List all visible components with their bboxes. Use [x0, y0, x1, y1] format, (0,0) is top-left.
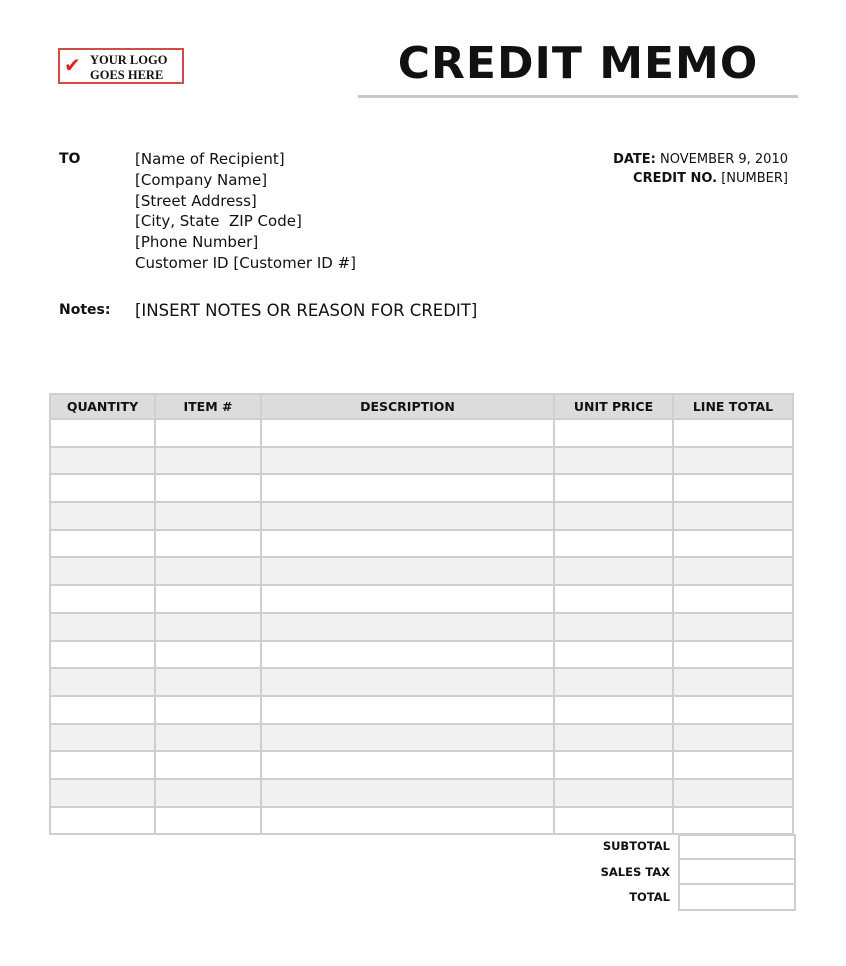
notes-label: Notes: — [59, 302, 111, 318]
company-name[interactable]: [Company Name] — [135, 170, 268, 189]
unit-price-cell[interactable] — [554, 779, 673, 807]
description-cell[interactable] — [261, 613, 554, 641]
table-row — [50, 668, 793, 696]
credit-no-value[interactable]: [NUMBER] — [721, 171, 788, 186]
quantity-cell[interactable] — [50, 751, 155, 779]
line-total-cell[interactable] — [673, 585, 793, 613]
item-cell[interactable] — [155, 668, 261, 696]
table-row — [50, 641, 793, 669]
subtotal-field[interactable] — [678, 834, 796, 860]
description-cell[interactable] — [261, 779, 554, 807]
item-cell[interactable] — [155, 474, 261, 502]
date-label: DATE: — [613, 152, 656, 167]
quantity-cell[interactable] — [50, 668, 155, 696]
line-total-cell[interactable] — [673, 779, 793, 807]
header-unit-price: UNIT PRICE — [554, 394, 673, 419]
line-total-cell[interactable] — [673, 502, 793, 530]
item-cell[interactable] — [155, 696, 261, 724]
line-total-cell[interactable] — [673, 613, 793, 641]
table-row — [50, 779, 793, 807]
logo-placeholder — [58, 48, 184, 84]
table-row — [50, 530, 793, 558]
table-row — [50, 696, 793, 724]
table-row — [50, 447, 793, 475]
item-cell[interactable] — [155, 530, 261, 558]
description-cell[interactable] — [261, 724, 554, 752]
unit-price-cell[interactable] — [554, 696, 673, 724]
table-row — [50, 724, 793, 752]
sales-tax-label: SALES TAX — [600, 864, 670, 879]
description-cell[interactable] — [261, 530, 554, 558]
item-cell[interactable] — [155, 419, 261, 447]
logo-line-2: GOES HERE — [90, 68, 164, 82]
subtotal-label: SUBTOTAL — [602, 839, 670, 853]
recipient-address — [135, 149, 356, 274]
credit-no-label: CREDIT NO. — [633, 171, 718, 186]
table-row — [50, 502, 793, 530]
line-total-cell[interactable] — [673, 419, 793, 447]
quantity-cell[interactable] — [50, 530, 155, 558]
description-cell[interactable] — [261, 585, 554, 613]
quantity-cell[interactable] — [50, 557, 155, 585]
quantity-cell[interactable] — [50, 696, 155, 724]
item-cell[interactable] — [155, 557, 261, 585]
unit-price-cell[interactable] — [554, 474, 673, 502]
unit-price-cell[interactable] — [554, 419, 673, 447]
description-cell[interactable] — [261, 419, 554, 447]
description-cell[interactable] — [261, 502, 554, 530]
unit-price-cell[interactable] — [554, 613, 673, 641]
page-title: CREDIT MEMO — [397, 38, 759, 89]
description-cell[interactable] — [261, 474, 554, 502]
item-cell[interactable] — [155, 585, 261, 613]
description-cell[interactable] — [261, 751, 554, 779]
item-cell[interactable] — [155, 447, 261, 475]
quantity-cell[interactable] — [50, 502, 155, 530]
quantity-cell[interactable] — [50, 641, 155, 669]
unit-price-cell[interactable] — [554, 751, 673, 779]
items-table — [49, 393, 794, 835]
unit-price-cell[interactable] — [554, 724, 673, 752]
quantity-cell[interactable] — [50, 724, 155, 752]
table-row — [50, 557, 793, 585]
description-cell[interactable] — [261, 696, 554, 724]
table-row — [50, 613, 793, 641]
description-cell[interactable] — [261, 807, 554, 835]
line-total-cell[interactable] — [673, 696, 793, 724]
line-total-cell[interactable] — [673, 641, 793, 669]
description-cell[interactable] — [261, 668, 554, 696]
item-cell[interactable] — [155, 807, 261, 835]
unit-price-cell[interactable] — [554, 530, 673, 558]
header-line-total: LINE TOTAL — [673, 394, 793, 419]
header-quantity: QUANTITY — [50, 394, 155, 419]
item-cell[interactable] — [155, 502, 261, 530]
street-address[interactable]: [Street Address] — [135, 191, 257, 210]
line-total-cell[interactable] — [673, 447, 793, 475]
total-label: TOTAL — [629, 890, 670, 904]
unit-price-cell[interactable] — [554, 447, 673, 475]
memo-meta — [613, 150, 788, 188]
line-total-cell[interactable] — [673, 530, 793, 558]
customer-id[interactable]: Customer ID [Customer ID #] — [135, 253, 357, 272]
quantity-cell[interactable] — [50, 419, 155, 447]
totals-section — [560, 834, 796, 911]
checkmark-icon: ✔ — [64, 53, 81, 77]
line-total-cell[interactable] — [673, 557, 793, 585]
item-cell[interactable] — [155, 779, 261, 807]
unit-price-cell[interactable] — [554, 668, 673, 696]
unit-price-cell[interactable] — [554, 807, 673, 835]
item-cell[interactable] — [155, 641, 261, 669]
quantity-cell[interactable] — [50, 779, 155, 807]
table-row — [50, 419, 793, 447]
table-row — [50, 807, 793, 835]
description-cell[interactable] — [261, 557, 554, 585]
quantity-cell[interactable] — [50, 807, 155, 835]
item-cell[interactable] — [155, 613, 261, 641]
to-label: TO — [59, 151, 81, 167]
unit-price-cell[interactable] — [554, 641, 673, 669]
table-row — [50, 585, 793, 613]
description-cell[interactable] — [261, 641, 554, 669]
item-cell[interactable] — [155, 724, 261, 752]
quantity-cell[interactable] — [50, 447, 155, 475]
line-total-cell[interactable] — [673, 807, 793, 835]
unit-price-cell[interactable] — [554, 502, 673, 530]
description-cell[interactable] — [261, 447, 554, 475]
unit-price-cell[interactable] — [554, 585, 673, 613]
quantity-cell[interactable] — [50, 613, 155, 641]
recipient-name[interactable]: [Name of Recipient] — [135, 150, 285, 168]
notes-value[interactable]: [INSERT NOTES OR REASON FOR CREDIT] — [135, 301, 478, 320]
city-state-zip[interactable]: [City, State ZIP Code] — [135, 212, 302, 231]
table-row — [50, 474, 793, 502]
line-total-cell[interactable] — [673, 724, 793, 752]
date-value[interactable]: NOVEMBER 9, 2010 — [660, 152, 788, 167]
line-total-cell[interactable] — [673, 668, 793, 696]
item-cell[interactable] — [155, 751, 261, 779]
sales-tax-field[interactable] — [678, 860, 796, 886]
line-total-cell[interactable] — [673, 474, 793, 502]
unit-price-cell[interactable] — [554, 557, 673, 585]
logo-line-1: YOUR LOGO — [90, 53, 168, 67]
total-field[interactable] — [678, 885, 796, 911]
header-item: ITEM # — [155, 394, 261, 419]
quantity-cell[interactable] — [50, 474, 155, 502]
line-total-cell[interactable] — [673, 751, 793, 779]
title-divider — [358, 95, 798, 98]
phone-number[interactable]: [Phone Number] — [135, 233, 259, 252]
header-description: DESCRIPTION — [261, 394, 554, 419]
table-row — [50, 751, 793, 779]
quantity-cell[interactable] — [50, 585, 155, 613]
